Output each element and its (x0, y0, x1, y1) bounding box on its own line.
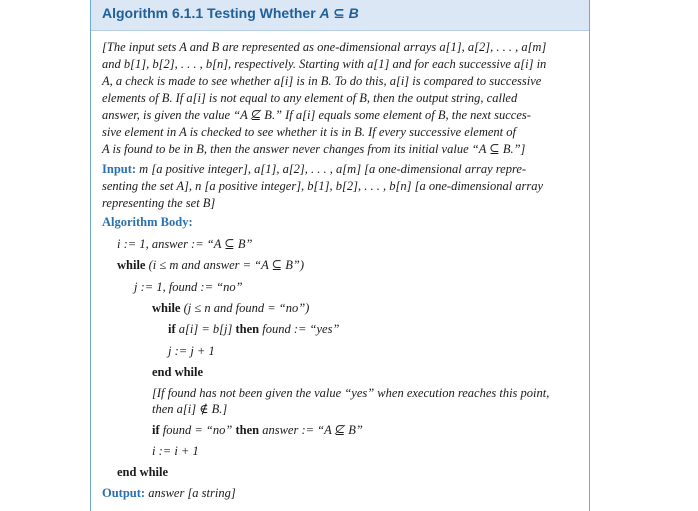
description-line: and b[1], b[2], . . . , b[n], respectively. Starting with a[1] and for each successive a[i] in (102, 57, 547, 71)
code-line: j := 1, found := “no” (134, 280, 243, 294)
algorithm-body-label: Algorithm Body: (102, 215, 193, 229)
code-line: while (i ≤ m and answer = “A ⊆ B”) (117, 258, 305, 272)
code-line: if a[i] = b[j] then found := “yes” (168, 322, 340, 336)
code-line: j := j + 1 (168, 344, 215, 358)
code-line: i := i + 1 (152, 444, 199, 458)
code-comment: [If found has not been given the value “yes” when execution reaches this point, (152, 386, 550, 400)
output-line: Output: answer [a string] (102, 486, 236, 500)
code-comment: then a[i] ∉ B.] (152, 402, 228, 416)
algorithm-title: Algorithm 6.1.1 Testing Whether A ⊆ B (102, 5, 359, 21)
description-line: sive element in A is checked to see whether it is in B. If every successive element of (102, 125, 516, 139)
code-line: while (j ≤ n and found = “no”) (152, 301, 310, 315)
input-line: representing the set B] (102, 196, 216, 210)
description-line: [The input sets A and B are represented as one-dimensional arrays a[1], a[2], . . . , a[m] (102, 40, 547, 54)
code-line: i := 1, answer := “A ⊆ B” (117, 237, 253, 251)
code-line: end while (117, 465, 169, 479)
input-line: senting the set A], n [a positive integer], b[1], b[2], . . . , b[n] [a one-dimensional array (102, 179, 544, 193)
input-line: Input: m [a positive integer], a[1], a[2], . . . , a[m] [a one-dimensional array repre- (102, 162, 527, 176)
description-line: elements of B. If a[i] is not equal to any element of B, then the output string, called (102, 91, 518, 105)
code-line: if found = “no” then answer := “A ⊈ B” (152, 423, 363, 437)
output-label: Output: (102, 486, 146, 500)
code-line: end while (152, 365, 204, 379)
description-line: A, a check is made to see whether a[i] is in B. To do this, a[i] is compared to successive (102, 74, 542, 88)
description-line: A is found to be in B, then the answer never changes from its initial value “A ⊆ B.”] (102, 142, 526, 156)
input-label: Input: (102, 162, 137, 176)
description-line: answer, is given the value “A ⊈ B.” If a[i] equals some element of B, the next succes- (102, 108, 531, 122)
